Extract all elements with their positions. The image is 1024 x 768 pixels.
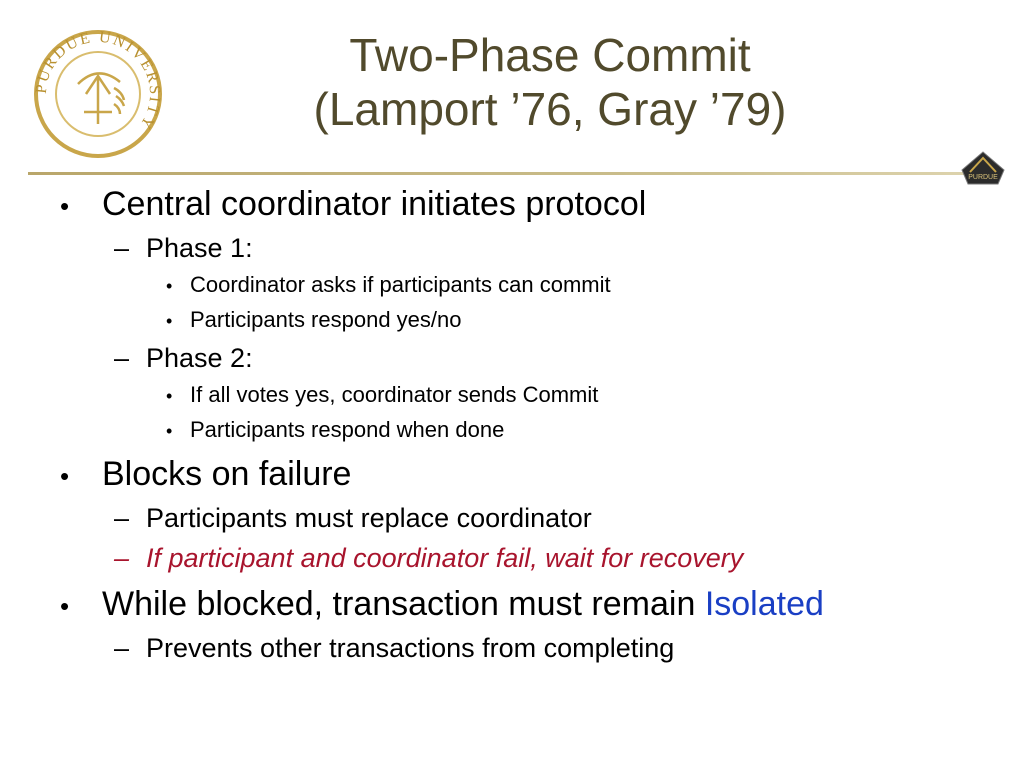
bullet-text: Blocks on failure (102, 455, 352, 493)
bullet-dot-icon: • (166, 386, 173, 406)
slide-title (160, 28, 940, 136)
dash-icon: – (114, 233, 130, 263)
sub-sub-bullet (60, 378, 1000, 413)
purdue-seal-logo (28, 24, 168, 164)
bullet-2 (60, 452, 1000, 498)
bullet-text: While blocked, transaction must remain (102, 585, 696, 623)
sub-sub-bullet-text: Participants respond when done (190, 417, 505, 442)
sub-bullet-text: If participant and coordinator fail, wait for recovery (146, 543, 744, 573)
bullet-3 (60, 582, 1000, 628)
sub-sub-bullet (60, 303, 1000, 338)
sub-bullet-text: Participants must replace coordinator (146, 503, 592, 533)
sub-sub-bullet (60, 413, 1000, 448)
bullet-list (60, 178, 1000, 668)
bullet-1 (60, 182, 1000, 228)
dash-icon: – (114, 543, 130, 573)
sub-sub-bullet-text: Participants respond yes/no (190, 307, 462, 332)
dash-icon: – (114, 343, 130, 373)
dash-icon: – (114, 503, 130, 533)
title-divider (28, 172, 968, 175)
sub-sub-bullet-text: Coordinator asks if participants can commit (190, 272, 611, 297)
sub-bullet (60, 338, 1000, 378)
bullet-dot-icon: • (60, 591, 70, 621)
bullet-dot-icon: • (60, 461, 70, 491)
highlight-word: Isolated (704, 585, 824, 623)
seal-text: PURDUE UNIVERSITY (32, 28, 164, 134)
bullet-dot-icon: • (166, 421, 173, 441)
bullet-text: Central coordinator initiates protocol (102, 185, 647, 223)
sub-sub-bullet (60, 268, 1000, 303)
sub-bullet-text: Prevents other transactions from completing (146, 633, 675, 663)
bullet-dot-icon: • (60, 191, 70, 221)
bullet-text-with-highlight (102, 582, 824, 626)
sub-bullet-text: Phase 2: (146, 343, 253, 373)
bullet-dot-icon: • (166, 276, 173, 296)
title-line-2: (Lamport ’76, Gray ’79) (313, 83, 787, 135)
sub-bullet-text: Phase 1: (146, 233, 253, 263)
crest-text: PURDUE (968, 174, 998, 181)
sub-bullet (60, 498, 1000, 538)
sub-sub-bullet-text: If all votes yes, coordinator sends Commit (190, 382, 599, 407)
dash-icon: – (114, 633, 130, 663)
sub-bullet (60, 628, 1000, 668)
sub-bullet (60, 228, 1000, 268)
title-line-1: Two-Phase Commit (349, 29, 751, 81)
bullet-dot-icon: • (166, 311, 173, 331)
sub-bullet-emphasis (60, 538, 1000, 578)
